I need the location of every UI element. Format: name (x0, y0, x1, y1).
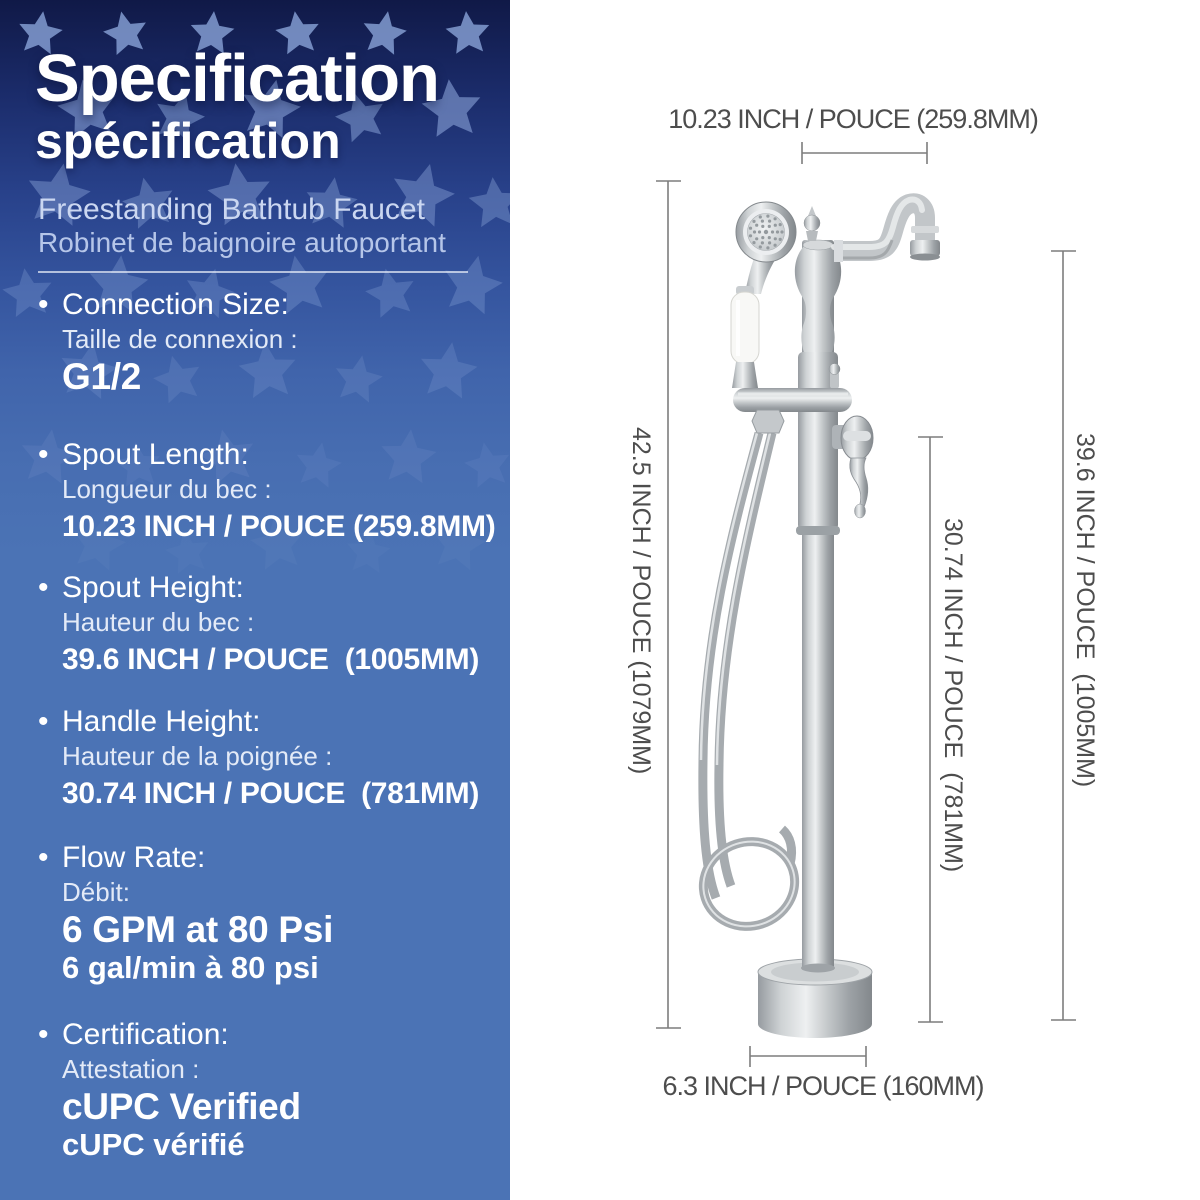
hose-nut (752, 410, 784, 433)
spec-item-connection-size (36, 288, 512, 397)
spec-label-french: Taille de connexion : (62, 324, 298, 354)
page-title-french: spécification (35, 113, 341, 169)
dimension-label-spout-height: 39.6 INCH / POUCE (1005MM) (1071, 433, 1099, 788)
star-icon (469, 177, 510, 227)
product-name-french: Robinet de baignoire autoportant (38, 227, 446, 258)
spec-value-french: cUPC vérifié (62, 1127, 245, 1162)
spec-item-handle-height (36, 705, 512, 814)
finial-knob (804, 206, 820, 241)
spec-label: • Spout Length: (62, 438, 249, 471)
round-base (758, 930, 872, 1038)
spec-label: • Connection Size: (62, 288, 289, 321)
spec-value: 39.6 INCH / POUCE (1005MM) (62, 643, 480, 676)
star-icon (446, 11, 490, 54)
spec-label: • Spout Height: (62, 571, 244, 604)
dimension-label-handle-height: 30.74 INCH / POUCE (781MM) (939, 518, 967, 873)
spec-label: • Flow Rate: (62, 841, 206, 874)
spec-item-certification (36, 1018, 512, 1163)
lever-handle (832, 416, 873, 518)
spec-item-flow-rate (36, 841, 512, 986)
dimension-label-total-height: 42.5 INCH / POUCE (1079MM) (627, 427, 655, 775)
divider-line (38, 271, 468, 273)
faucet-illustration (692, 199, 940, 1038)
spec-label-french: Hauteur du bec : (62, 607, 255, 637)
spec-item-spout-height (36, 571, 512, 680)
spout (834, 199, 940, 262)
dimension-label-base-diameter: 6.3 INCH / POUCE (160MM) (662, 1071, 984, 1101)
spec-value: 6 GPM at 80 Psi (62, 909, 334, 950)
spec-label: • Handle Height: (62, 705, 261, 738)
hand-shower (731, 202, 796, 388)
spec-value: cUPC Verified (62, 1086, 301, 1127)
spec-panel (0, 0, 510, 1200)
spec-label-french: Attestation : (62, 1054, 200, 1084)
spec-value-french: 6 gal/min à 80 psi (62, 950, 319, 985)
spec-value: 10.23 INCH / POUCE (259.8MM) (62, 510, 496, 543)
spec-label-french: Longueur du bec : (62, 474, 272, 504)
spec-value: 30.74 INCH / POUCE (781MM) (62, 777, 480, 810)
dimension-label-spout-length: 10.23 INCH / POUCE (259.8MM) (668, 104, 1038, 134)
shower-hose (692, 433, 805, 938)
faucet-column (795, 206, 841, 970)
spec-value: G1/2 (62, 356, 142, 397)
product-name: Freestanding Bathtub Faucet (38, 193, 425, 226)
spec-label-french: Hauteur de la poignée : (62, 741, 333, 771)
porcelain-grip (731, 292, 759, 364)
page-title: Specification (35, 41, 439, 116)
spec-label-french: Débit: (62, 877, 130, 907)
spec-item-spout-length (36, 438, 512, 547)
spec-label: • Certification: (62, 1018, 229, 1051)
